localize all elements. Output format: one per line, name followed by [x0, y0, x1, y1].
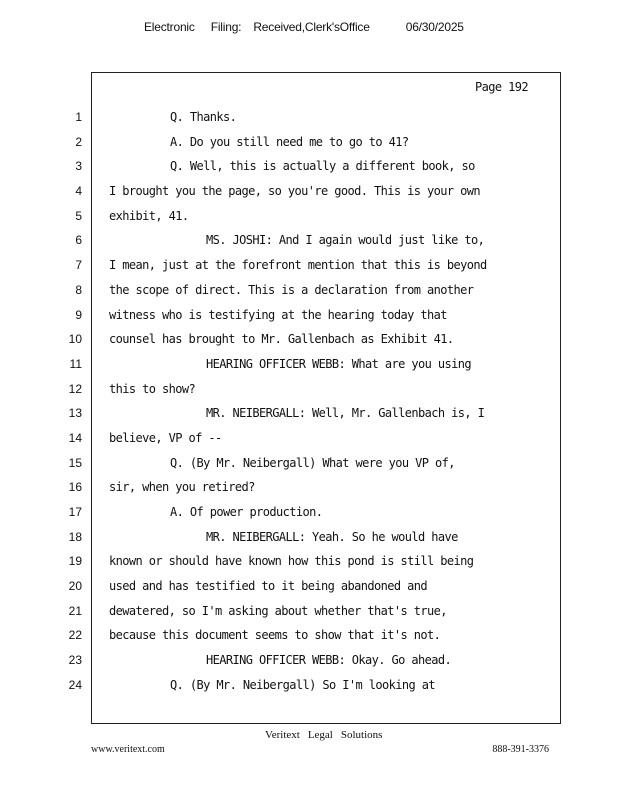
transcript-line: [0, 676, 618, 701]
line-text: MS. JOSHI: And I again would just like to,: [206, 233, 485, 248]
filing-header: [144, 20, 464, 34]
line-text: believe, VP of --: [109, 430, 222, 445]
line-text: Q. (By Mr. Neibergall) What were you VP of,: [170, 455, 455, 470]
line-text: Q. Thanks.: [170, 110, 237, 124]
line-number: 1: [75, 110, 82, 124]
line-text: A. Do you still need me to go to 41?: [170, 134, 409, 149]
line-text: Q. (By Mr. Neibergall) So I'm looking at: [170, 677, 435, 692]
line-number: 11: [69, 356, 82, 371]
transcript-line: [0, 626, 618, 651]
transcript-line: [0, 281, 618, 306]
line-text: MR. NEIBERGALL: Well, Mr. Gallenbach is, I: [206, 406, 485, 421]
line-number: 9: [75, 307, 82, 322]
footer-company-solutions: Solutions: [340, 729, 383, 741]
line-number: 14: [68, 430, 82, 445]
line-text: witness who is testifying at the hearing today that: [109, 307, 447, 322]
line-number: 12: [68, 381, 82, 396]
transcript-line: [0, 454, 618, 479]
line-text: Q. Well, this is actually a different book, so: [170, 159, 475, 174]
transcript-line: [0, 552, 618, 577]
line-text: sir, when you retired?: [109, 480, 255, 495]
footer-website: www.veritext.com: [91, 744, 165, 755]
footer-company: [265, 729, 382, 741]
line-text: I mean, just at the forefront mention that this is beyond: [109, 258, 487, 273]
line-number: 16: [68, 480, 82, 495]
filing-header-date: 06/30/2025: [405, 20, 464, 34]
transcript-line: [0, 306, 618, 331]
line-text: used and has testified to it being abandoned and: [109, 579, 427, 594]
transcript-body: [0, 108, 618, 701]
line-text: dewatered, so I'm asking about whether that's true,: [109, 603, 447, 618]
filing-header-filing: Filing:: [210, 20, 242, 34]
line-number: 24: [68, 677, 82, 692]
transcript-line: [0, 602, 618, 627]
line-number: 6: [75, 233, 82, 248]
line-text: known or should have known how this pond is still being: [109, 554, 474, 569]
transcript-line: [0, 256, 618, 281]
line-number: 23: [68, 653, 82, 668]
line-number: 10: [68, 332, 82, 347]
line-text: counsel has brought to Mr. Gallenbach as Exhibit 41.: [109, 332, 454, 347]
line-text: exhibit, 41.: [109, 208, 189, 223]
line-number: 19: [68, 554, 82, 569]
line-text: because this document seems to show that it's not.: [109, 628, 441, 643]
transcript-line: [0, 108, 618, 133]
transcript-line: [0, 330, 618, 355]
line-number: 22: [68, 628, 82, 643]
transcript-line: [0, 503, 618, 528]
transcript-line: [0, 577, 618, 602]
line-number: 4: [75, 184, 82, 199]
page-number: Page 192: [475, 80, 528, 94]
line-number: 2: [75, 134, 82, 149]
line-text: MR. NEIBERGALL: Yeah. So he would have: [206, 529, 458, 544]
transcript-line: [0, 207, 618, 232]
line-number: 7: [75, 258, 82, 273]
line-text: HEARING OFFICER WEBB: What are you using: [206, 356, 471, 371]
line-number: 15: [68, 455, 82, 470]
line-number: 17: [68, 505, 82, 519]
transcript-line: [0, 231, 618, 256]
filing-header-received: Received,Clerk'sOffice: [253, 20, 370, 34]
line-text: I brought you the page, so you're good. This is your own: [109, 184, 480, 199]
transcript-line: [0, 380, 618, 405]
footer-company-veritext: Veritext: [265, 729, 300, 741]
line-number: 5: [75, 208, 82, 223]
footer-company-legal: Legal: [307, 729, 333, 741]
transcript-line: [0, 429, 618, 454]
line-number: 3: [75, 159, 82, 174]
transcript-line: [0, 528, 618, 553]
line-number: 13: [68, 406, 82, 421]
line-text: the scope of direct. This is a declaration from another: [109, 282, 474, 297]
line-text: A. Of power production.: [170, 505, 323, 519]
line-text: this to show?: [109, 381, 196, 396]
footer-phone: 888-391-3376: [492, 744, 549, 755]
line-text: HEARING OFFICER WEBB: Okay. Go ahead.: [206, 653, 452, 668]
transcript-line: [0, 182, 618, 207]
line-number: 8: [75, 282, 82, 297]
transcript-line: [0, 478, 618, 503]
line-number: 20: [68, 579, 82, 594]
line-number: 21: [68, 603, 82, 618]
line-number: 18: [68, 529, 82, 544]
transcript-line: [0, 404, 618, 429]
transcript-line: [0, 355, 618, 380]
filing-header-electronic: Electronic: [144, 20, 195, 34]
transcript-line: [0, 157, 618, 182]
transcript-line: [0, 133, 618, 158]
transcript-line: [0, 651, 618, 676]
